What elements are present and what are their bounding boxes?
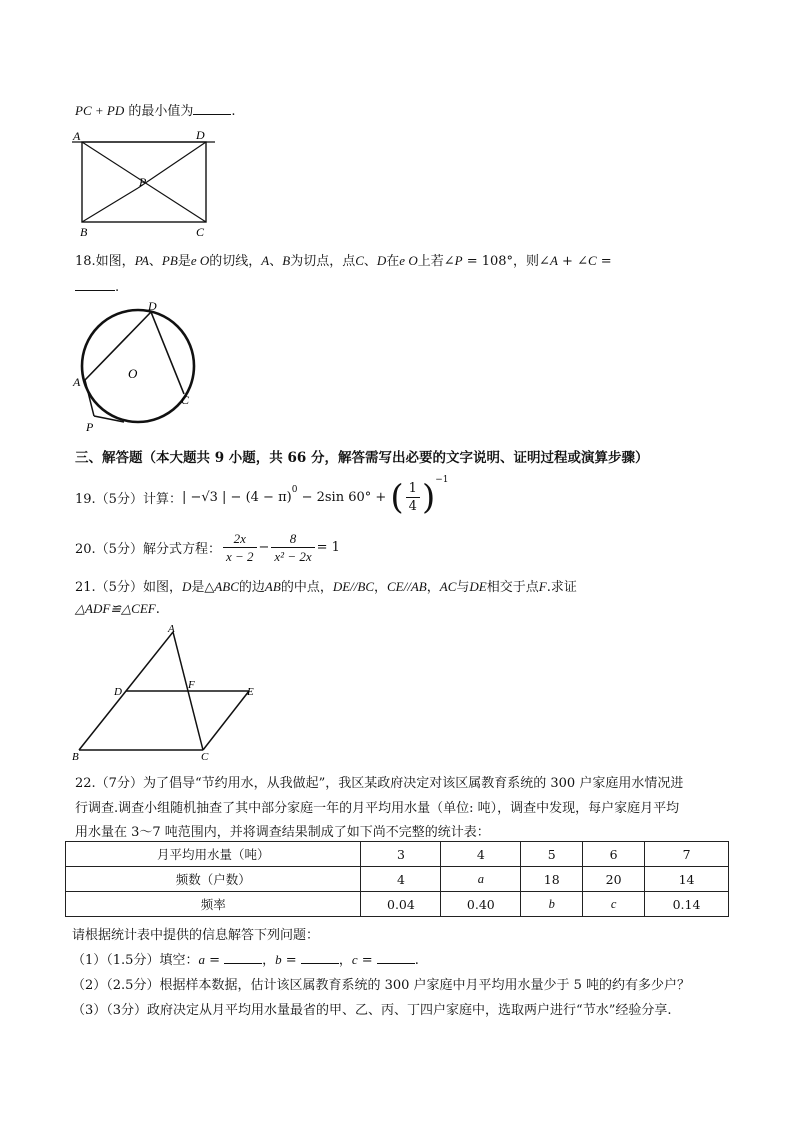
tri-label-f: F [188, 679, 195, 691]
table-cell: 0.40 [441, 892, 521, 917]
q20-fraction-2: $\frac{8}{\text{x² − 2x}}$ [271, 530, 314, 565]
q22-line3: 用水量在 3～7 吨范围内，并将调查结果制成了如下尚不完整的统计表： [75, 825, 490, 840]
q19-expression: | −√3 | − (4 − π) [181, 490, 292, 505]
table-cell: 4 [441, 842, 521, 867]
tri-label-a: A [168, 623, 175, 635]
circle-tangent-figure [68, 298, 208, 436]
rect-label-p: P [139, 175, 147, 189]
q20: 20.（5分）解分式方程： $\frac{2x}{x - 2}$ − $\frac{8}{\text{x² − 2x}}$ = 1 [75, 531, 340, 564]
table-cell: 6 [583, 842, 645, 867]
q21-line2: △ADF≌△CEF. [75, 601, 160, 617]
table-cell: 0.14 [645, 892, 729, 917]
table-cell: c [583, 892, 645, 917]
q22-sub3: （3）（3分）政府决定从月平均用水量最省的甲、乙、丙、丁四户家庭中，选取两户进行“节水”经验分享. [72, 1003, 672, 1018]
q22-sub1: （1）（1.5分）填空：a = ，b = ，c = . [72, 952, 419, 968]
rect-label-c: C [196, 225, 205, 238]
triangle-figure [66, 622, 266, 762]
q22-line2: 行调查.调查小组随机抽查了其中部分家庭一年的月平均用水量（单位: 吨），调查中发现，每户家庭月平均 [75, 801, 680, 816]
table-cell: 20 [583, 867, 645, 892]
q22-prompt: 请根据统计表中提供的信息解答下列问题： [72, 928, 320, 943]
circle-label-p: P [86, 420, 94, 434]
statistics-table [65, 841, 729, 917]
rect-label-d: D [196, 128, 205, 142]
q17-tail: PC + PD 的最小值为 . [75, 103, 236, 119]
circle-label-o: O [128, 366, 138, 381]
q21-line1: 21.（5分）如图，D是△ABC的边AB的中点，DE//BC，CE//AB，AC与DE相交于点F.求证 [75, 579, 577, 595]
table-row [66, 892, 729, 917]
circle-label-c: C [181, 393, 190, 407]
table-cell: 7 [645, 842, 729, 867]
table-cell: 5 [521, 842, 583, 867]
tri-label-c: C [201, 751, 209, 762]
q22-line1: 22.（7分）为了倡导“节约用水，从我做起”，我区某政府决定对该区属教育系统的 300 户家庭用水情况进 [75, 776, 684, 791]
q18-line1: 18.如图，PA、PB是e O的切线，A、B为切点，点C、D在e O上若∠P = 108°，则∠A + ∠C = [75, 253, 612, 269]
table-cell: 3 [361, 842, 441, 867]
q19-fraction: $\frac{1}{4}$ [406, 480, 420, 515]
tri-label-d: D [114, 686, 122, 698]
tri-label-e: E [247, 686, 254, 698]
rect-label-b: B [80, 225, 88, 238]
circle-label-a: A [73, 375, 81, 389]
table-row [66, 867, 729, 892]
q20-fraction-1: $\frac{2x}{x - 2}$ [223, 530, 257, 565]
table-cell: 14 [645, 867, 729, 892]
table-cell: 4 [361, 867, 441, 892]
q22-sub2: （2）（2.5分）根据样本数据，估计该区属教育系统的 300 户家庭中月平均用水量少于 5 吨的约有多少户？ [72, 978, 691, 993]
answer-b-blank[interactable] [301, 951, 339, 964]
table-row [66, 842, 729, 867]
tri-label-b: B [72, 751, 79, 762]
table-cell: b [521, 892, 583, 917]
table-cell: 频数（户数） [66, 867, 361, 892]
rect-label-a: A [73, 129, 81, 143]
q17-answer-blank[interactable] [193, 102, 231, 115]
section-title: 三、解答题（本大题共 9 小题，共 66 分，解答需写出必要的文字说明、证明过程或演算步骤） [75, 450, 649, 466]
table-cell: 0.04 [361, 892, 441, 917]
q18-line2: . [75, 278, 119, 295]
answer-a-blank[interactable] [224, 951, 262, 964]
q19: 19.（5分）计算：| −√3 | − $(4 - \pi)^0 - 2\sin$ 60° + ( $\frac{1}{4}$ )$^{-1}$ [75, 474, 449, 518]
rectangle-figure [70, 126, 220, 238]
table-cell: 频率 [66, 892, 361, 917]
table-cell: a [441, 867, 521, 892]
q17-text: 的最小值为 [128, 104, 194, 119]
answer-c-blank[interactable] [377, 951, 415, 964]
q17-expression: PC + PD [75, 103, 125, 118]
circle-label-d: D [148, 299, 157, 313]
q18-answer-blank[interactable] [75, 278, 115, 291]
table-cell: 18 [521, 867, 583, 892]
table-cell: 月平均用水量（吨） [66, 842, 361, 867]
